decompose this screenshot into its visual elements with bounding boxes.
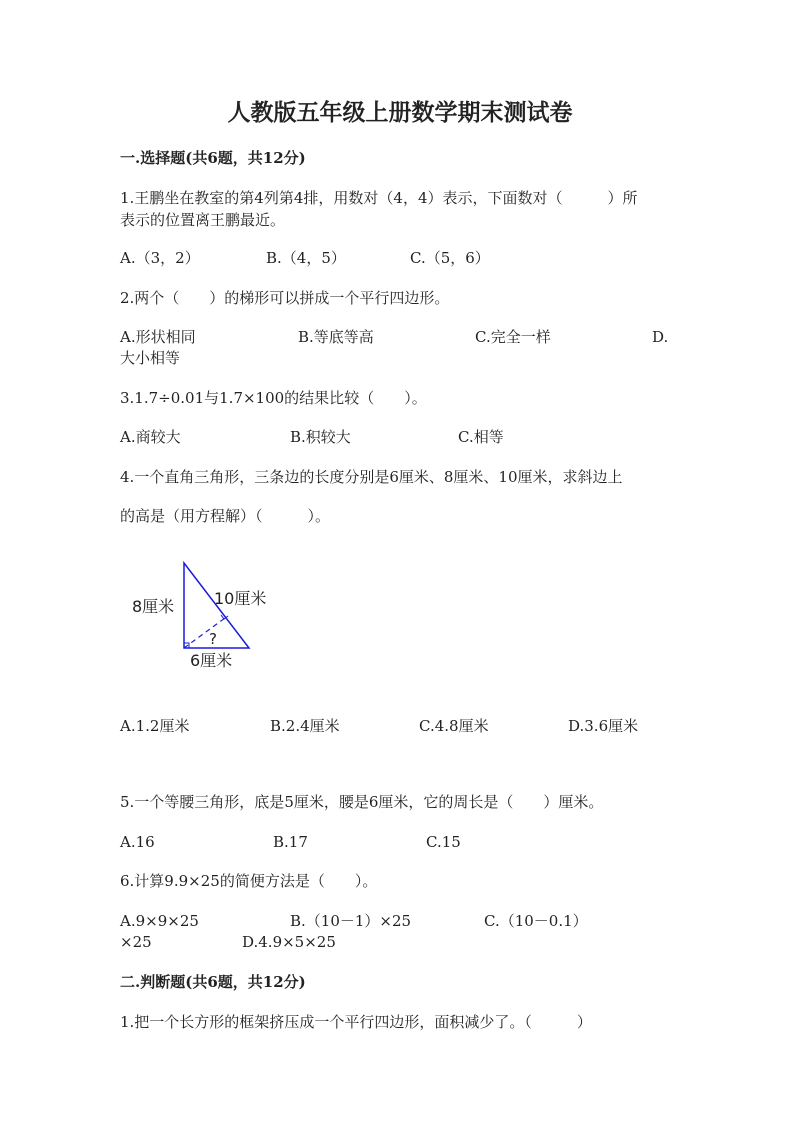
question-6-option-d[interactable]: D.4.9×5×25	[242, 933, 336, 951]
figure-label-10cm: 10厘米	[214, 589, 267, 608]
question-5-option-b[interactable]: B.17	[273, 833, 308, 851]
question-1-option-c[interactable]: C.（5，6）	[410, 249, 490, 267]
page-title: 人教版五年级上册数学期末测试卷	[227, 99, 573, 126]
question-2-option-b[interactable]: B.等底等高	[298, 328, 374, 346]
question-5-option-a[interactable]: A.16	[120, 833, 155, 851]
question-6-option-b[interactable]: B.（10－1）×25	[290, 912, 412, 930]
question-6-text: 6.计算9.9×25的简便方法是（ ）。	[120, 872, 378, 890]
question-4-option-a[interactable]: A.1.2厘米	[120, 717, 190, 735]
question-4-text-cont: 的高是（用方程解）（ ）。	[120, 507, 331, 525]
question-5-option-c[interactable]: C.15	[426, 833, 461, 851]
figure-label-height: ?	[209, 630, 217, 648]
question-2-text: 2.两个（ ）的梯形可以拼成一个平行四边形。	[120, 289, 450, 307]
section-heading-choice: 一.选择题(共6题，共12分)	[120, 149, 306, 167]
question-2-option-c[interactable]: C.完全一样	[475, 328, 551, 346]
question-4-option-d[interactable]: D.3.6厘米	[568, 717, 639, 735]
question-2-option-d[interactable]: D.	[652, 328, 669, 346]
question-6-option-c[interactable]: C.（10－0.1）	[484, 912, 588, 930]
question-2-option-a[interactable]: A.形状相同	[120, 328, 196, 346]
question-1-option-a[interactable]: A.（3，2）	[120, 249, 200, 267]
question-3-option-a[interactable]: A.商较大	[120, 428, 181, 446]
question-3-option-b[interactable]: B.积较大	[290, 428, 351, 446]
question-3-option-c[interactable]: C.相等	[458, 428, 504, 446]
question-6-option-a[interactable]: A.9×9×25	[120, 912, 199, 930]
figure-label-6cm: 6厘米	[190, 651, 233, 670]
question-2-option-d-text[interactable]: 大小相等	[120, 349, 181, 367]
question-4-option-b[interactable]: B.2.4厘米	[270, 717, 340, 735]
right-triangle-figure	[128, 556, 288, 672]
question-5-text: 5.一个等腰三角形，底是5厘米，腰是6厘米，它的周长是（ ）厘米。	[120, 793, 604, 811]
question-1-text: 1.王鹏坐在教室的第4列第4排，用数对（4，4）表示，下面数对（ ）所	[120, 189, 638, 207]
figure-label-8cm: 8厘米	[132, 597, 175, 616]
question-4-option-c[interactable]: C.4.8厘米	[419, 717, 489, 735]
question-6-option-c-cont[interactable]: ×25	[120, 933, 152, 951]
section-heading-judgment: 二.判断题(共6题，共12分)	[120, 973, 306, 991]
question-3-text: 3.1.7÷0.01与1.7×100的结果比较（ ）。	[120, 389, 427, 407]
height-dashed-line	[184, 618, 225, 648]
judgment-question-1-text: 1.把一个长方形的框架挤压成一个平行四边形，面积减少了。（ ）	[120, 1013, 592, 1031]
question-1-option-b[interactable]: B.（4，5）	[266, 249, 346, 267]
question-4-text: 4.一个直角三角形，三条边的长度分别是6厘米、8厘米、10厘米，求斜边上	[120, 468, 623, 486]
question-1-text-cont: 表示的位置离王鹏最近。	[120, 211, 286, 229]
